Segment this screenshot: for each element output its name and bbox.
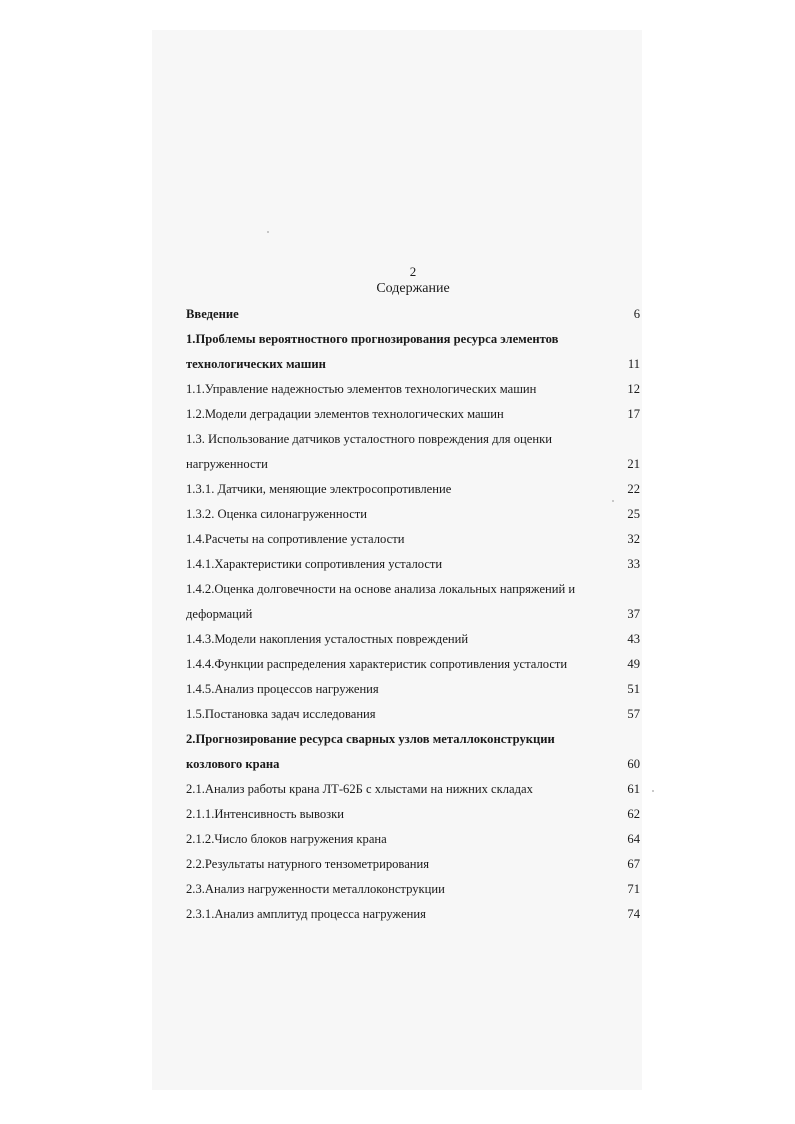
toc-entry-page: 32 — [627, 532, 640, 546]
toc-entry — [186, 777, 640, 802]
toc-entry-text: 2.3.Анализ нагруженности металлоконструкции — [186, 882, 445, 896]
toc-entry — [186, 677, 640, 702]
toc-entry-text: 1.1.Управление надежностью элементов технологических машин — [186, 382, 537, 396]
toc-entry-text: 1.4.2.Оценка долговечности на основе анализа локальных напряжений и — [186, 582, 576, 596]
toc-entry — [186, 752, 640, 777]
toc-entry — [186, 852, 640, 877]
toc-entry-text: 1.3. Использование датчиков усталостного повреждения для оценки — [186, 432, 552, 446]
toc-entry-page: 57 — [627, 707, 640, 721]
toc-entry-text: 2.1.2.Число блоков нагружения крана — [186, 832, 387, 846]
toc-entry — [186, 502, 640, 527]
toc-entry-text: 1.Проблемы вероятностного прогнозирования ресурса элементов — [186, 332, 559, 346]
toc-entry-text: нагруженности — [186, 457, 268, 471]
toc-entry — [186, 602, 640, 627]
toc-entry-text: 1.3.1. Датчики, меняющие электросопротивление — [186, 482, 452, 496]
toc-entry-page: 67 — [627, 857, 640, 871]
scan-speck — [267, 231, 269, 233]
toc-entry — [186, 552, 640, 577]
toc-entry — [186, 652, 640, 677]
toc-entry-page: 61 — [627, 782, 640, 796]
toc-entry — [186, 527, 640, 552]
toc-entry — [186, 402, 640, 427]
toc-entry-page: 64 — [627, 832, 640, 846]
toc-entry-page: 21 — [627, 457, 640, 471]
toc-entry-text: 1.4.4.Функции распределения характеристик сопротивления усталости — [186, 657, 568, 671]
toc-entry-page: 74 — [627, 907, 640, 921]
toc-entry — [186, 327, 640, 352]
toc-entry-page: 60 — [627, 757, 640, 771]
toc-entry-page: 25 — [627, 507, 640, 521]
toc-entry-page: 62 — [627, 807, 640, 821]
toc-entry-page: 33 — [627, 557, 640, 571]
toc-entry-page: 51 — [627, 682, 640, 696]
toc-entry-text: технологических машин — [186, 357, 326, 371]
toc-entry-text: 1.4.5.Анализ процессов нагружения — [186, 682, 379, 696]
toc-entry-page: 43 — [627, 632, 640, 646]
toc-title: Содержание — [376, 281, 450, 296]
toc-entry-text: 1.2.Модели деградации элементов технологических машин — [186, 407, 504, 421]
toc-entry — [186, 802, 640, 827]
toc-entry-page: 49 — [627, 657, 640, 671]
toc-entry — [186, 427, 640, 452]
toc-entry-text: 2.1.1.Интенсивность вывозки — [186, 807, 345, 821]
toc-entry — [186, 377, 640, 402]
toc-entry — [186, 352, 640, 377]
toc-entry-text: 2.1.Анализ работы крана ЛТ-62Б с хлыстами на нижних складах — [186, 782, 533, 796]
toc-entry-page: 12 — [627, 382, 640, 396]
toc-entry-page: 17 — [627, 407, 640, 421]
toc-entry — [186, 627, 640, 652]
toc-entry-text: 2.3.1.Анализ амплитуд процесса нагружения — [186, 907, 426, 921]
toc-entry-page: 71 — [627, 882, 640, 896]
toc-entry — [186, 477, 640, 502]
toc-entry-text: 1.4.Расчеты на сопротивление усталости — [186, 532, 405, 546]
toc-entry-text: деформаций — [186, 607, 253, 621]
toc-entry — [186, 827, 640, 852]
toc-entry-text: Введение — [186, 307, 239, 321]
toc-entry — [186, 577, 640, 602]
toc-entry — [186, 877, 640, 902]
toc-entry — [186, 302, 640, 327]
toc-entry-text: 2.2.Результаты натурного тензометрирования — [186, 857, 430, 871]
toc-entry-page: 37 — [627, 607, 640, 621]
toc-entry — [186, 452, 640, 477]
toc-entry — [186, 702, 640, 727]
toc-entry-text: 1.4.3.Модели накопления усталостных повреждений — [186, 632, 469, 646]
toc-entry-text: 2.Прогнозирование ресурса сварных узлов металлоконструкции — [186, 732, 555, 746]
table-of-contents — [186, 302, 640, 927]
toc-entry-text: 1.4.1.Характеристики сопротивления усталости — [186, 557, 443, 571]
toc-entry-text: 1.5.Постановка задач исследования — [186, 707, 376, 721]
toc-entry — [186, 902, 640, 927]
toc-entry-text: козлового крана — [186, 757, 280, 771]
toc-entry-page: 11 — [627, 357, 640, 371]
page-number: 2 — [409, 264, 417, 279]
scan-speck — [652, 790, 654, 792]
toc-entry — [186, 727, 640, 752]
toc-entry-page: 6 — [633, 307, 640, 321]
toc-entry-text: 1.3.2. Оценка силонагруженности — [186, 507, 368, 521]
toc-entry-page: 22 — [627, 482, 640, 496]
